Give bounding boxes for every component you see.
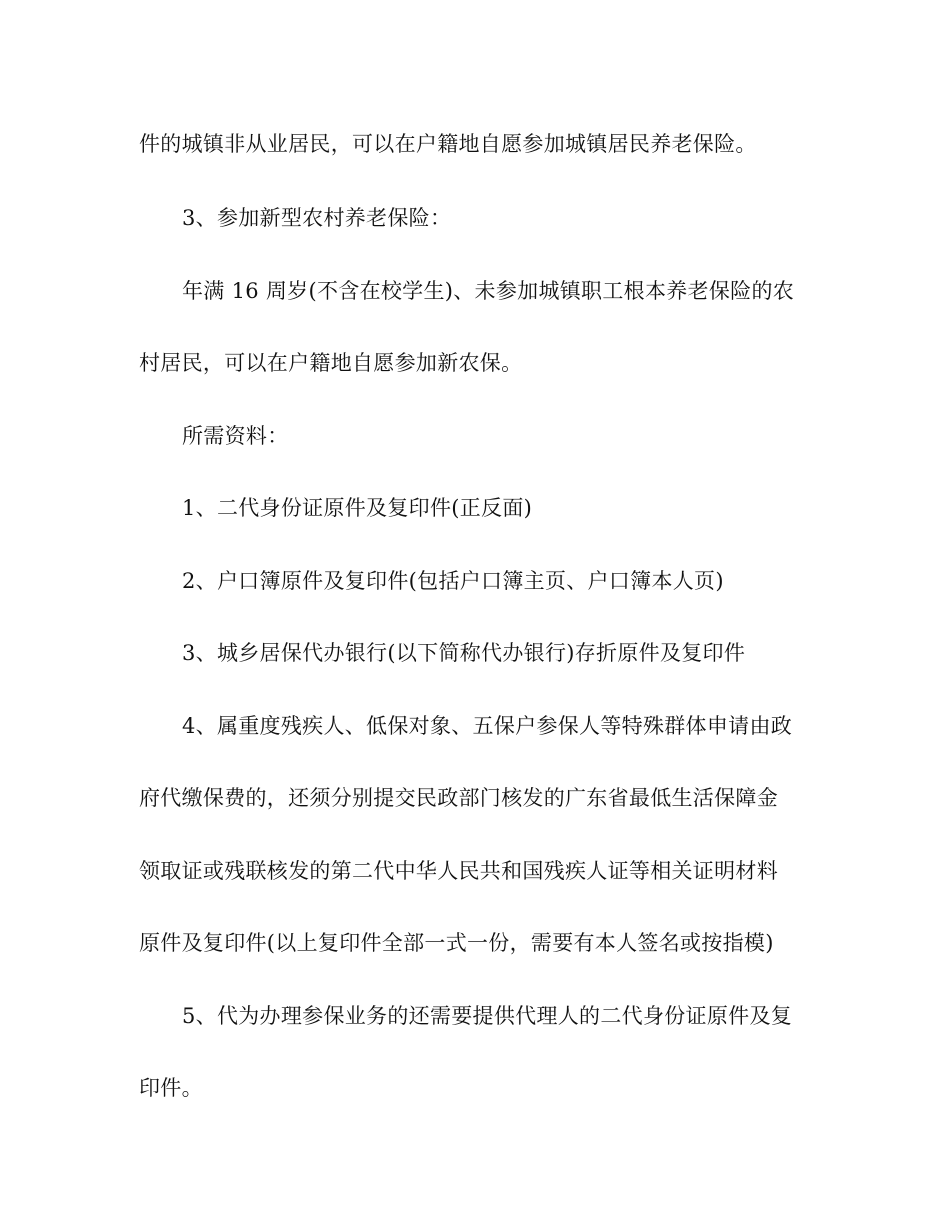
section-heading: 3、参加新型农村养老保险： [182,206,452,230]
paragraph-line: 印件。 [139,1076,203,1100]
paragraph-line: 府代缴保费的，还须分别提交民政部门核发的广东省最低生活保障金 [139,786,778,810]
paragraph-line: 村居民，可以在户籍地自愿参加新农保。 [139,351,523,375]
paragraph-line: 件的城镇非从业居民，可以在户籍地自愿参加城镇居民养老保险。 [139,132,757,156]
paragraph-line: 领取证或残联核发的第二代中华人民共和国残疾人证等相关证明材料 [139,859,778,883]
list-item: 1、二代身份证原件及复印件(正反面) [182,496,533,520]
list-item: 5、代为办理参保业务的还需要提供代理人的二代身份证原件及复 [182,1004,793,1028]
paragraph-line: 原件及复印件(以上复印件全部一式一份，需要有本人签名或按指模) [139,931,774,955]
list-item: 4、属重度残疾人、低保对象、五保户参保人等特殊群体申请由政 [182,714,793,738]
paragraph-line: 年满 16 周岁(不含在校学生)、未参加城镇职工根本养老保险的农 [182,279,795,303]
list-item: 2、户口簿原件及复印件(包括户口簿主页、户口簿本人页) [182,569,724,593]
list-item: 3、城乡居保代办银行(以下简称代办银行)存折原件及复印件 [182,641,746,665]
section-heading: 所需资料： [182,424,289,448]
